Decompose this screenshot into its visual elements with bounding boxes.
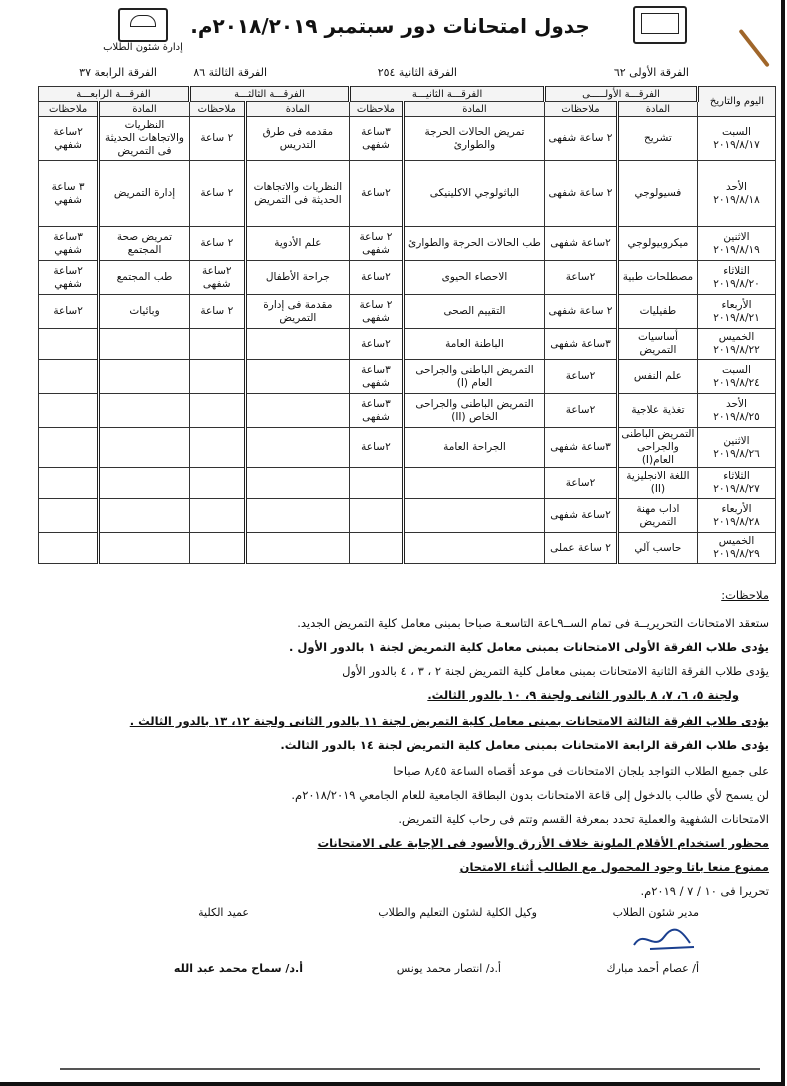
notes-cell: ٢ساعة	[39, 295, 99, 329]
notes-cell	[39, 394, 99, 428]
notes-cell: ٢ساعة شفهى	[545, 227, 618, 261]
notes-cell: ٢ ساعة شفهى	[545, 295, 618, 329]
subject-cell: التمريض الباطنى والجراحى العام(I)	[617, 428, 697, 468]
group-header-year3: الفرقـــة الثالثـــة	[189, 87, 349, 102]
note-line: ممنوع منعا باتا وجود المحمول مع الطالب أثناء الامتحان	[459, 860, 769, 874]
notes-cell	[189, 468, 245, 499]
notes-cell: ٢ساعة	[545, 468, 618, 499]
subject-cell	[245, 360, 349, 394]
notes-cell	[350, 499, 404, 533]
subject-cell	[245, 428, 349, 468]
subject-cell: الباطنة العامة	[403, 329, 544, 360]
notes-cell: ٢ساعة	[350, 428, 404, 468]
table-row	[39, 329, 776, 360]
dean-title: عميد الكلية	[198, 906, 249, 919]
subject-cell	[403, 499, 544, 533]
subject-cell	[99, 329, 190, 360]
day-date-header: اليوم والتاريخ	[697, 87, 775, 117]
subject-cell: النظريات والاتجاهات الحديثة فى التمريض	[245, 161, 349, 227]
subject-header: المادة	[245, 102, 349, 117]
notes-cell	[39, 329, 99, 360]
table-row	[39, 117, 776, 161]
notes-cell: ٢ ساعة	[189, 227, 245, 261]
note-line: لن يسمح لأي طالب بالدخول إلى قاعة الامتحانات بدون البطاقة الجامعية للعام الجامعي ٢٠١٨/٢٠١٩م.	[291, 788, 769, 802]
exam-date: ٢٠١٩/٨/٢٧	[713, 483, 760, 495]
subject-cell	[99, 468, 190, 499]
day-date-cell	[697, 499, 775, 533]
exam-schedule-table	[38, 86, 776, 564]
day-name: السبت	[722, 363, 751, 376]
notes-header: ملاحظات	[189, 102, 245, 117]
subject-cell: فسيولوجي	[617, 161, 697, 227]
subject-cell: الاحصاء الحيوى	[403, 261, 544, 295]
note-line: يؤدى طلاب الفرقة الثانية الامتحانات بمبنى معامل كلية التمريض لجنة ٢ ، ٣ ، ٤ بالدور الأول	[342, 664, 769, 678]
notes-cell: ٣ساعة شفهى	[350, 394, 404, 428]
subject-header: المادة	[99, 102, 190, 117]
notes-cell	[189, 499, 245, 533]
edit-date: تحريرا فى ١٠ / ٧ / ٢٠١٩م.	[640, 884, 769, 898]
table-row	[39, 499, 776, 533]
notes-cell: ٢ ساعة	[189, 117, 245, 161]
table-row	[39, 161, 776, 227]
subject-cell	[99, 360, 190, 394]
count-year3: الفرقة الثالثة ٨٦	[193, 66, 267, 79]
notes-cell: ٢ ساعة	[189, 161, 245, 227]
notes-cell: ٢ ساعة شفهى	[350, 295, 404, 329]
table-row	[39, 227, 776, 261]
note-line: ستعقد الامتحانات التحريريــة فى تمام الســ٩ـاعة التاسعـة صباحا بمبنى معامل كلية التمريض الجديد.	[297, 616, 769, 630]
subject-cell	[99, 428, 190, 468]
subject-cell: اللغة الانجليزية (II)	[617, 468, 697, 499]
subject-header: المادة	[617, 102, 697, 117]
notes-cell	[39, 468, 99, 499]
subject-cell: تمريض الحالات الحرجة والطوارئ	[403, 117, 544, 161]
note-line: يؤدى طلاب الفرقة الأولى الامتحانات بمبنى معامل كلية التمريض لجنة ١ بالدور الأول .	[289, 640, 769, 654]
day-date-cell	[697, 428, 775, 468]
notes-cell	[189, 428, 245, 468]
notes-cell: ٢ساعة	[350, 261, 404, 295]
exam-date: ٢٠١٩/٨/٢٤	[713, 376, 760, 389]
exam-date: ٢٠١٩/٨/٢١	[713, 311, 760, 324]
count-year2: الفرقة الثانية ٢٥٤	[377, 66, 457, 79]
day-name: الثلاثاء	[723, 264, 750, 277]
subject-cell: مقدمه فى طرق التدريس	[245, 117, 349, 161]
day-name: الثلاثاء	[723, 470, 750, 482]
group-header-year2: الفرقـــة الثانيـــة	[350, 87, 545, 102]
subject-cell: علم الأدوية	[245, 227, 349, 261]
note-line: على جميع الطلاب التواجد بلجان الامتحانات فى موعد أقصاه الساعة ٨٫٤٥ صباحا	[393, 764, 769, 778]
table-row	[39, 261, 776, 295]
day-name: الخميس	[718, 331, 755, 343]
notes-header: ملاحظات	[545, 102, 618, 117]
notes-cell	[189, 533, 245, 564]
day-name: الأربعاء	[721, 502, 752, 515]
subject-cell: طفيليات	[617, 295, 697, 329]
exam-date: ٢٠١٩/٨/٢٩	[713, 548, 760, 560]
notes-cell: ٢ساعة	[545, 261, 618, 295]
notes-cell: ٢ ساعة شفهى	[350, 227, 404, 261]
subject-cell: ميكروبيولوجي	[617, 227, 697, 261]
notes-cell: ٣ساعة شفهي	[39, 227, 99, 261]
day-name: الخميس	[718, 535, 755, 547]
page-title: جدول امتحانات دور سبتمبر ٢٠١٨/٢٠١٩م.	[190, 14, 590, 38]
day-date-cell	[697, 533, 775, 564]
notes-cell: ٣ساعة شفهى	[350, 360, 404, 394]
notes-cell	[189, 360, 245, 394]
subject-cell: وبائيات	[99, 295, 190, 329]
day-date-cell	[697, 261, 775, 295]
subject-cell: مصطلحات طبية	[617, 261, 697, 295]
vice-dean-name: أ.د/ انتصار محمد يونس	[396, 962, 501, 975]
subject-cell: تشريح	[617, 117, 697, 161]
notes-cell: ٢ساعة شفهى	[189, 261, 245, 295]
subject-cell	[245, 468, 349, 499]
notes-cell: ٣ساعة شفهى	[545, 329, 618, 360]
table-row	[39, 360, 776, 394]
table-row	[39, 533, 776, 564]
note-line: محظور استخدام الأقلام الملونة خلاف الأزرق والأسود فى الإجابة على الامتحانات	[317, 836, 769, 850]
subject-cell: تغذية علاجية	[617, 394, 697, 428]
day-date-cell	[697, 329, 775, 360]
notes-cell: ٢ ساعة شفهى	[545, 161, 618, 227]
day-date-cell	[697, 227, 775, 261]
notes-cell: ٢ساعة	[545, 360, 618, 394]
notes-cell: ٢ساعة شفهي	[39, 261, 99, 295]
day-name: السبت	[722, 125, 751, 138]
subject-cell: اداب مهنة التمريض	[617, 499, 697, 533]
notes-cell: ٢ ساعة	[189, 295, 245, 329]
faculty-logo	[118, 8, 168, 42]
notes-cell	[39, 533, 99, 564]
subject-cell	[403, 533, 544, 564]
notes-cell: ٣ساعة شفهى	[545, 428, 618, 468]
subject-cell	[245, 533, 349, 564]
day-name: الاثنين	[723, 434, 750, 447]
exam-date: ٢٠١٩/٨/١٨	[713, 193, 760, 206]
table-row	[39, 428, 776, 468]
subject-cell	[245, 329, 349, 360]
exam-date: ٢٠١٩/٨/٢٢	[713, 344, 760, 356]
subject-cell	[99, 533, 190, 564]
notes-cell	[350, 468, 404, 499]
notes-cell: ٢ ساعة عملى	[545, 533, 618, 564]
notes-cell: ٣ساعة شفهى	[350, 117, 404, 161]
subject-cell	[245, 394, 349, 428]
subject-cell: إدارة التمريض	[99, 161, 190, 227]
footer-rule	[60, 1068, 760, 1070]
notes-header: ملاحظات	[350, 102, 404, 117]
exam-date: ٢٠١٩/٨/٢٥	[713, 410, 760, 423]
subject-cell: طب الحالات الحرجة والطوارئ	[403, 227, 544, 261]
note-line: يؤدى طلاب الفرقة الرابعة الامتحانات بمبنى معامل كلية التمريض لجنة ١٤ بالدور الثالث.	[280, 738, 769, 752]
notes-header: ملاحظات	[39, 102, 99, 117]
manager-title: مدير شئون الطلاب	[612, 906, 699, 919]
day-date-cell	[697, 117, 775, 161]
exam-date: ٢٠١٩/٨/٢٨	[713, 515, 760, 528]
subject-cell: طب المجتمع	[99, 261, 190, 295]
table-row	[39, 394, 776, 428]
subject-header: المادة	[403, 102, 544, 117]
university-logo	[633, 6, 687, 44]
notes-cell	[350, 533, 404, 564]
subject-cell: الجراحة العامة	[403, 428, 544, 468]
subject-cell: حاسب آلي	[617, 533, 697, 564]
subject-cell	[403, 468, 544, 499]
notes-cell	[189, 329, 245, 360]
subject-cell: التقييم الصحى	[403, 295, 544, 329]
subject-cell: التمريض الباطنى والجراحى الخاص (II)	[403, 394, 544, 428]
logo-caption: إدارة شئون الطلاب	[103, 42, 183, 53]
subject-cell: التمريض الباطنى والجراحى العام (I)	[403, 360, 544, 394]
notes-heading: ملاحظات:	[721, 588, 769, 602]
notes-cell: ٢ساعة	[545, 394, 618, 428]
notes-cell: ٣ ساعة شفهي	[39, 161, 99, 227]
note-line: يؤدى طلاب الفرقة الثالثة الامتحانات بمبنى معامل كلية التمريض لجنة ١١ بالدور الثانى ولجنة ١٢، ١٣ بالدور الثالث .	[129, 714, 769, 728]
notes-cell	[39, 360, 99, 394]
notes-cell: ٢ساعة شفهى	[545, 499, 618, 533]
exam-date: ٢٠١٩/٨/١٧	[713, 138, 760, 151]
notes-cell	[39, 428, 99, 468]
subject-cell: النظريات والاتجاهات الحديثة فى التمريض	[99, 117, 190, 161]
subject-cell	[245, 499, 349, 533]
count-year1: الفرقة الأولى ٦٢	[613, 66, 689, 79]
exam-date: ٢٠١٩/٨/٢٦	[713, 447, 760, 460]
note-line: الامتحانات الشفهية والعملية تحدد بمعرفة القسم وتتم فى رحاب كلية التمريض.	[398, 812, 769, 826]
exam-date: ٢٠١٩/٨/١٩	[713, 243, 760, 256]
day-name: الأحد	[726, 397, 747, 410]
day-date-cell	[697, 468, 775, 499]
day-name: الأحد	[726, 180, 747, 193]
day-name: الأربعاء	[721, 298, 752, 311]
notes-cell	[39, 499, 99, 533]
notes-cell: ٢ساعة	[350, 161, 404, 227]
subject-cell	[99, 394, 190, 428]
subject-cell: الباثولوجي الاكلينيكى	[403, 161, 544, 227]
group-header-year4: الفرقـــة الرابعـــة	[39, 87, 190, 102]
vice-dean-title: وكيل الكلية لشئون التعليم والطلاب	[378, 906, 537, 919]
subject-cell: مقدمة فى إدارة التمريض	[245, 295, 349, 329]
notes-cell: ٢ساعة شفهي	[39, 117, 99, 161]
subject-cell	[99, 499, 190, 533]
subject-cell: علم النفس	[617, 360, 697, 394]
manager-name: أ/ عصام أحمد مبارك	[606, 962, 699, 975]
subject-cell: تمريض صحة المجتمع	[99, 227, 190, 261]
day-date-cell	[697, 161, 775, 227]
subject-cell: أساسيات التمريض	[617, 329, 697, 360]
day-date-cell	[697, 360, 775, 394]
table-row	[39, 295, 776, 329]
subject-cell: جراحة الأطفال	[245, 261, 349, 295]
signature-scribble	[630, 925, 700, 955]
notes-cell: ٢ ساعة شفهى	[545, 117, 618, 161]
notes-cell	[189, 394, 245, 428]
note-line: ولجنة ٥، ٦، ٧، ٨ بالدور الثانى ولجنة ٩، ١٠ بالدور الثالث.	[427, 688, 739, 702]
day-date-cell	[697, 394, 775, 428]
group-header-year1: الفرقـــة الأولـــــى	[545, 87, 698, 102]
notes-cell: ٢ساعة	[350, 329, 404, 360]
dean-name: أ.د/ سماح محمد عبد الله	[173, 962, 303, 975]
exam-date: ٢٠١٩/٨/٢٠	[713, 277, 760, 290]
day-date-cell	[697, 295, 775, 329]
table-row	[39, 468, 776, 499]
day-name: الاثنين	[723, 230, 750, 243]
count-year4: الفرقة الرابعة ٣٧	[79, 66, 157, 79]
